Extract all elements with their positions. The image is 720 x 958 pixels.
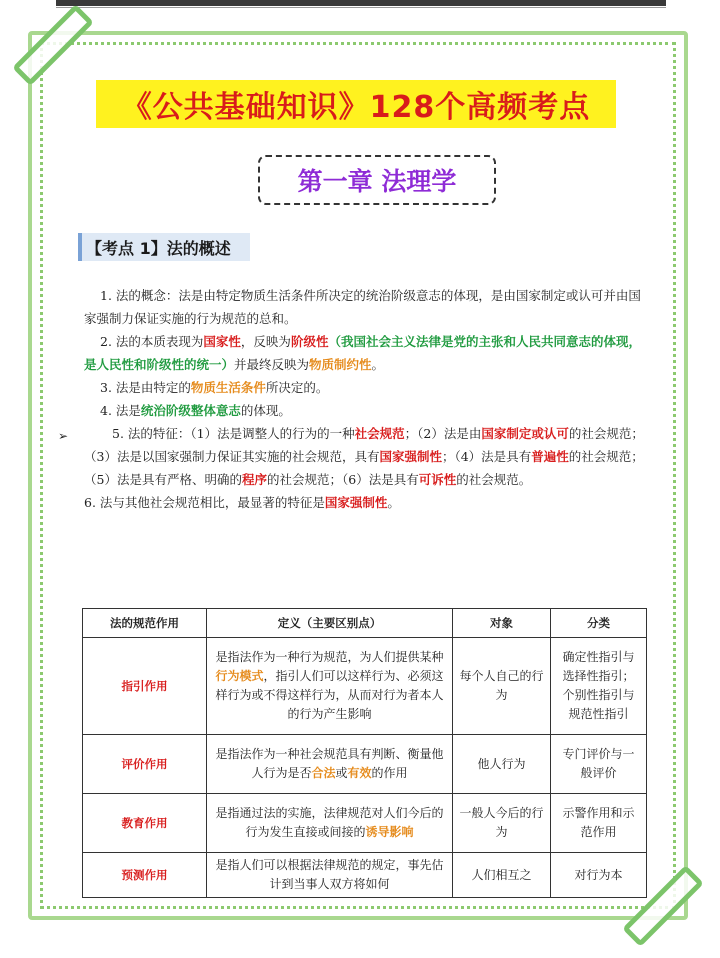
- table-header-row: [83, 609, 647, 638]
- header-cell: 定义（主要区别点）: [207, 609, 453, 638]
- top-bar-line: [56, 7, 666, 8]
- definition-cell: 是指人们可以根据法律规范的规定，事先估计到当事人双方将如何: [207, 853, 453, 898]
- paragraph-6: 6. 法与其他社会规范相比，最显著的特征是国家强制性。: [84, 495, 400, 510]
- category-cell: 示警作用和示范作用: [551, 794, 647, 853]
- function-name-cell: 教育作用: [83, 794, 207, 853]
- header-cell: 法的规范作用: [83, 609, 207, 638]
- paragraph-2: 2. 法的本质表现为国家性，反映为阶级性（我国社会主义法律是党的主张和人民共同意志的体现，是人民性和阶级性的统一）并最终反映为物质制约性。: [84, 334, 641, 372]
- function-name-cell: 评价作用: [83, 735, 207, 794]
- header-cell: 分类: [551, 609, 647, 638]
- object-cell: 一般人今后的行为: [453, 794, 551, 853]
- normative-functions-table: [82, 608, 647, 898]
- paragraph-3: 3. 法是由特定的物质生活条件所决定的。: [100, 380, 329, 395]
- category-cell: 对行为本: [551, 853, 647, 898]
- chapter-title: 第一章 法理学: [258, 155, 496, 205]
- table-row: [83, 638, 647, 735]
- object-cell: 他人行为: [453, 735, 551, 794]
- definition-cell: 是指法作为一种行为规范，为人们提供某种行为模式，指引人们可以这样行为、必须这样行为或不得这样行为，从而对行为者本人的行为产生影响: [207, 638, 453, 735]
- paragraph-1: 1. 法的概念：法是由特定物质生活条件所决定的统治阶级意志的体现，是由国家制定或认可并由国家强制力保证实施的行为规范的总和。: [84, 288, 641, 326]
- paragraph-4: 4. 法是统治阶级整体意志的体现。: [100, 403, 291, 418]
- main-title: 《公共基础知识》128个高频考点: [96, 80, 616, 128]
- function-name-cell: 预测作用: [83, 853, 207, 898]
- paragraph-5: 5. 法的特征：（1）法是调整人的行为的一种社会规范；（2）法是由国家制定或认可的社会规范；（3）法是以国家强制力保证其实施的社会规范，具有国家强制性；（4）法是具有普遍性的社会规范；（5）法是具有严格、明确的程序的社会规范；（6）法是具有可诉性的社会规范。: [84, 426, 644, 487]
- table-row: [83, 853, 647, 898]
- definition-cell: 是指法作为一种社会规范具有判断、衡量他人行为是否合法或有效的作用: [207, 735, 453, 794]
- function-name-cell: 指引作用: [83, 638, 207, 735]
- paragraphs: [84, 284, 644, 514]
- header-cell: 对象: [453, 609, 551, 638]
- object-cell: 每个人自己的行为: [453, 638, 551, 735]
- object-cell: 人们相互之: [453, 853, 551, 898]
- category-cell: 确定性指引与选择性指引；个别性指引与规范性指引: [551, 638, 647, 735]
- section-heading: 【考点 1】法的概述: [78, 233, 250, 261]
- table-row: [83, 735, 647, 794]
- bullet-arrow-icon: ➢: [58, 429, 69, 443]
- top-bar: [56, 0, 666, 6]
- category-cell: 专门评价与一般评价: [551, 735, 647, 794]
- table-row: [83, 794, 647, 853]
- definition-cell: 是指通过法的实施，法律规范对人们今后的行为发生直接或间接的诱导影响: [207, 794, 453, 853]
